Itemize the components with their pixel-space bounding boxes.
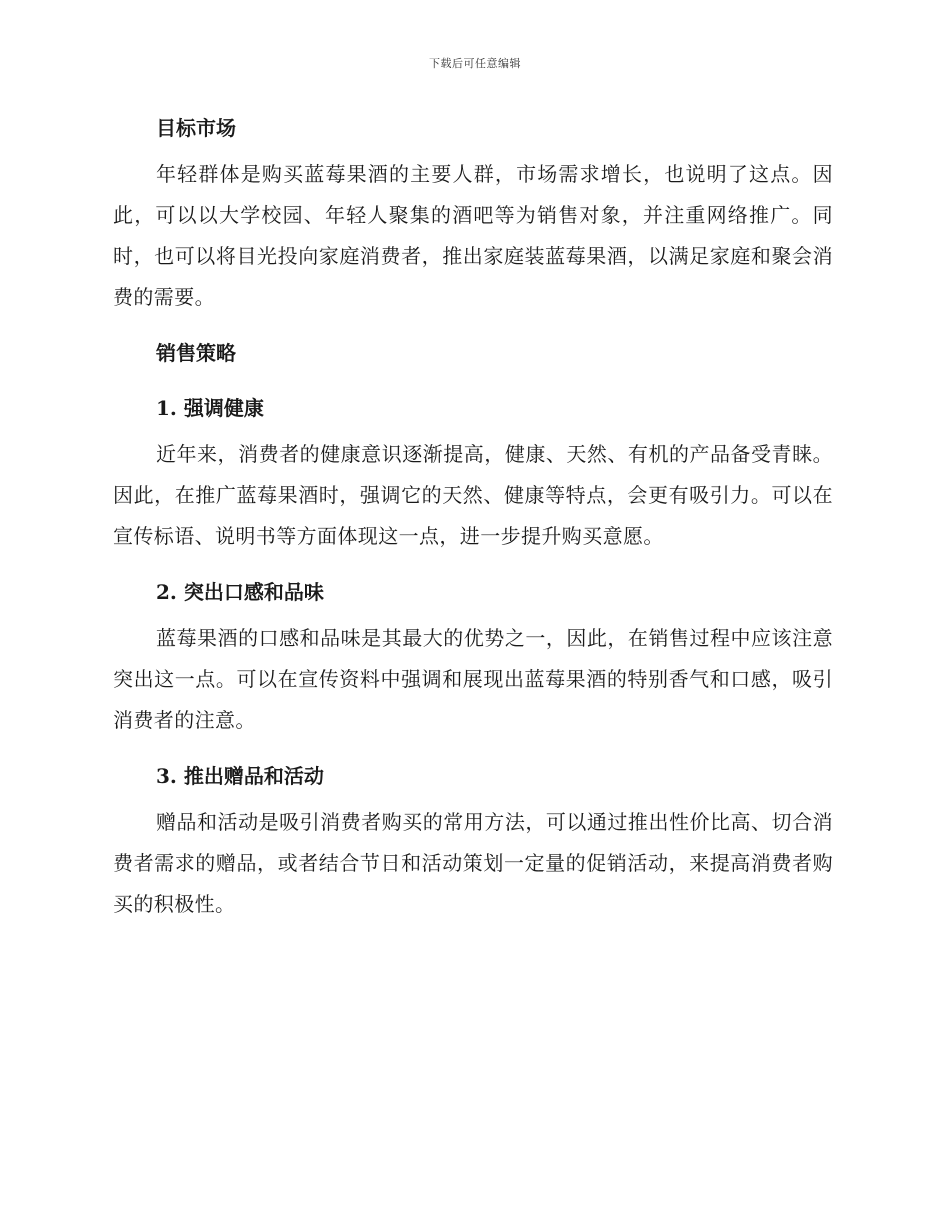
subsection-heading-gifts: 3. 推出赠品和活动 [156, 764, 324, 788]
subsection-heading-health: 1. 强调健康 [156, 396, 264, 420]
section-paragraph-target-market: 年轻群体是购买蓝莓果酒的主要人群，市场需求增长，也说明了这点。因此，可以以大学校园、年轻人聚集的酒吧等为销售对象，并注重网络推广。同时，也可以将目光投向家庭消费者，推出家庭装蓝莓果酒，以满足家庭和聚会消费的需要。 [113, 162, 833, 309]
subsection-paragraph-health: 近年来，消费者的健康意识逐渐提高，健康、天然、有机的产品备受青睐。因此，在推广蓝莓果酒时，强调它的天然、健康等特点，会更有吸引力。可以在宣传标语、说明书等方面体现这一点，进一步提升购买意愿。 [113, 442, 833, 548]
subsection-paragraph-taste: 蓝莓果酒的口感和品味是其最大的优势之一，因此，在销售过程中应该注意突出这一点。可以在宣传资料中强调和展现出蓝莓果酒的特别香气和口感，吸引消费者的注意。 [113, 626, 833, 732]
subsection-paragraph-gifts: 赠品和活动是吸引消费者购买的常用方法，可以通过推出性价比高、切合消费者需求的赠品，或者结合节日和活动策划一定量的促销活动，来提高消费者购买的积极性。 [113, 810, 833, 916]
section-heading-sales-strategy: 销售策略 [156, 341, 236, 365]
page-header-note: 下载后可任意编辑 [429, 57, 521, 70]
subsection-heading-taste: 2. 突出口感和品味 [156, 580, 324, 604]
section-heading-target-market: 目标市场 [156, 116, 236, 140]
document-body [113, 108, 833, 925]
